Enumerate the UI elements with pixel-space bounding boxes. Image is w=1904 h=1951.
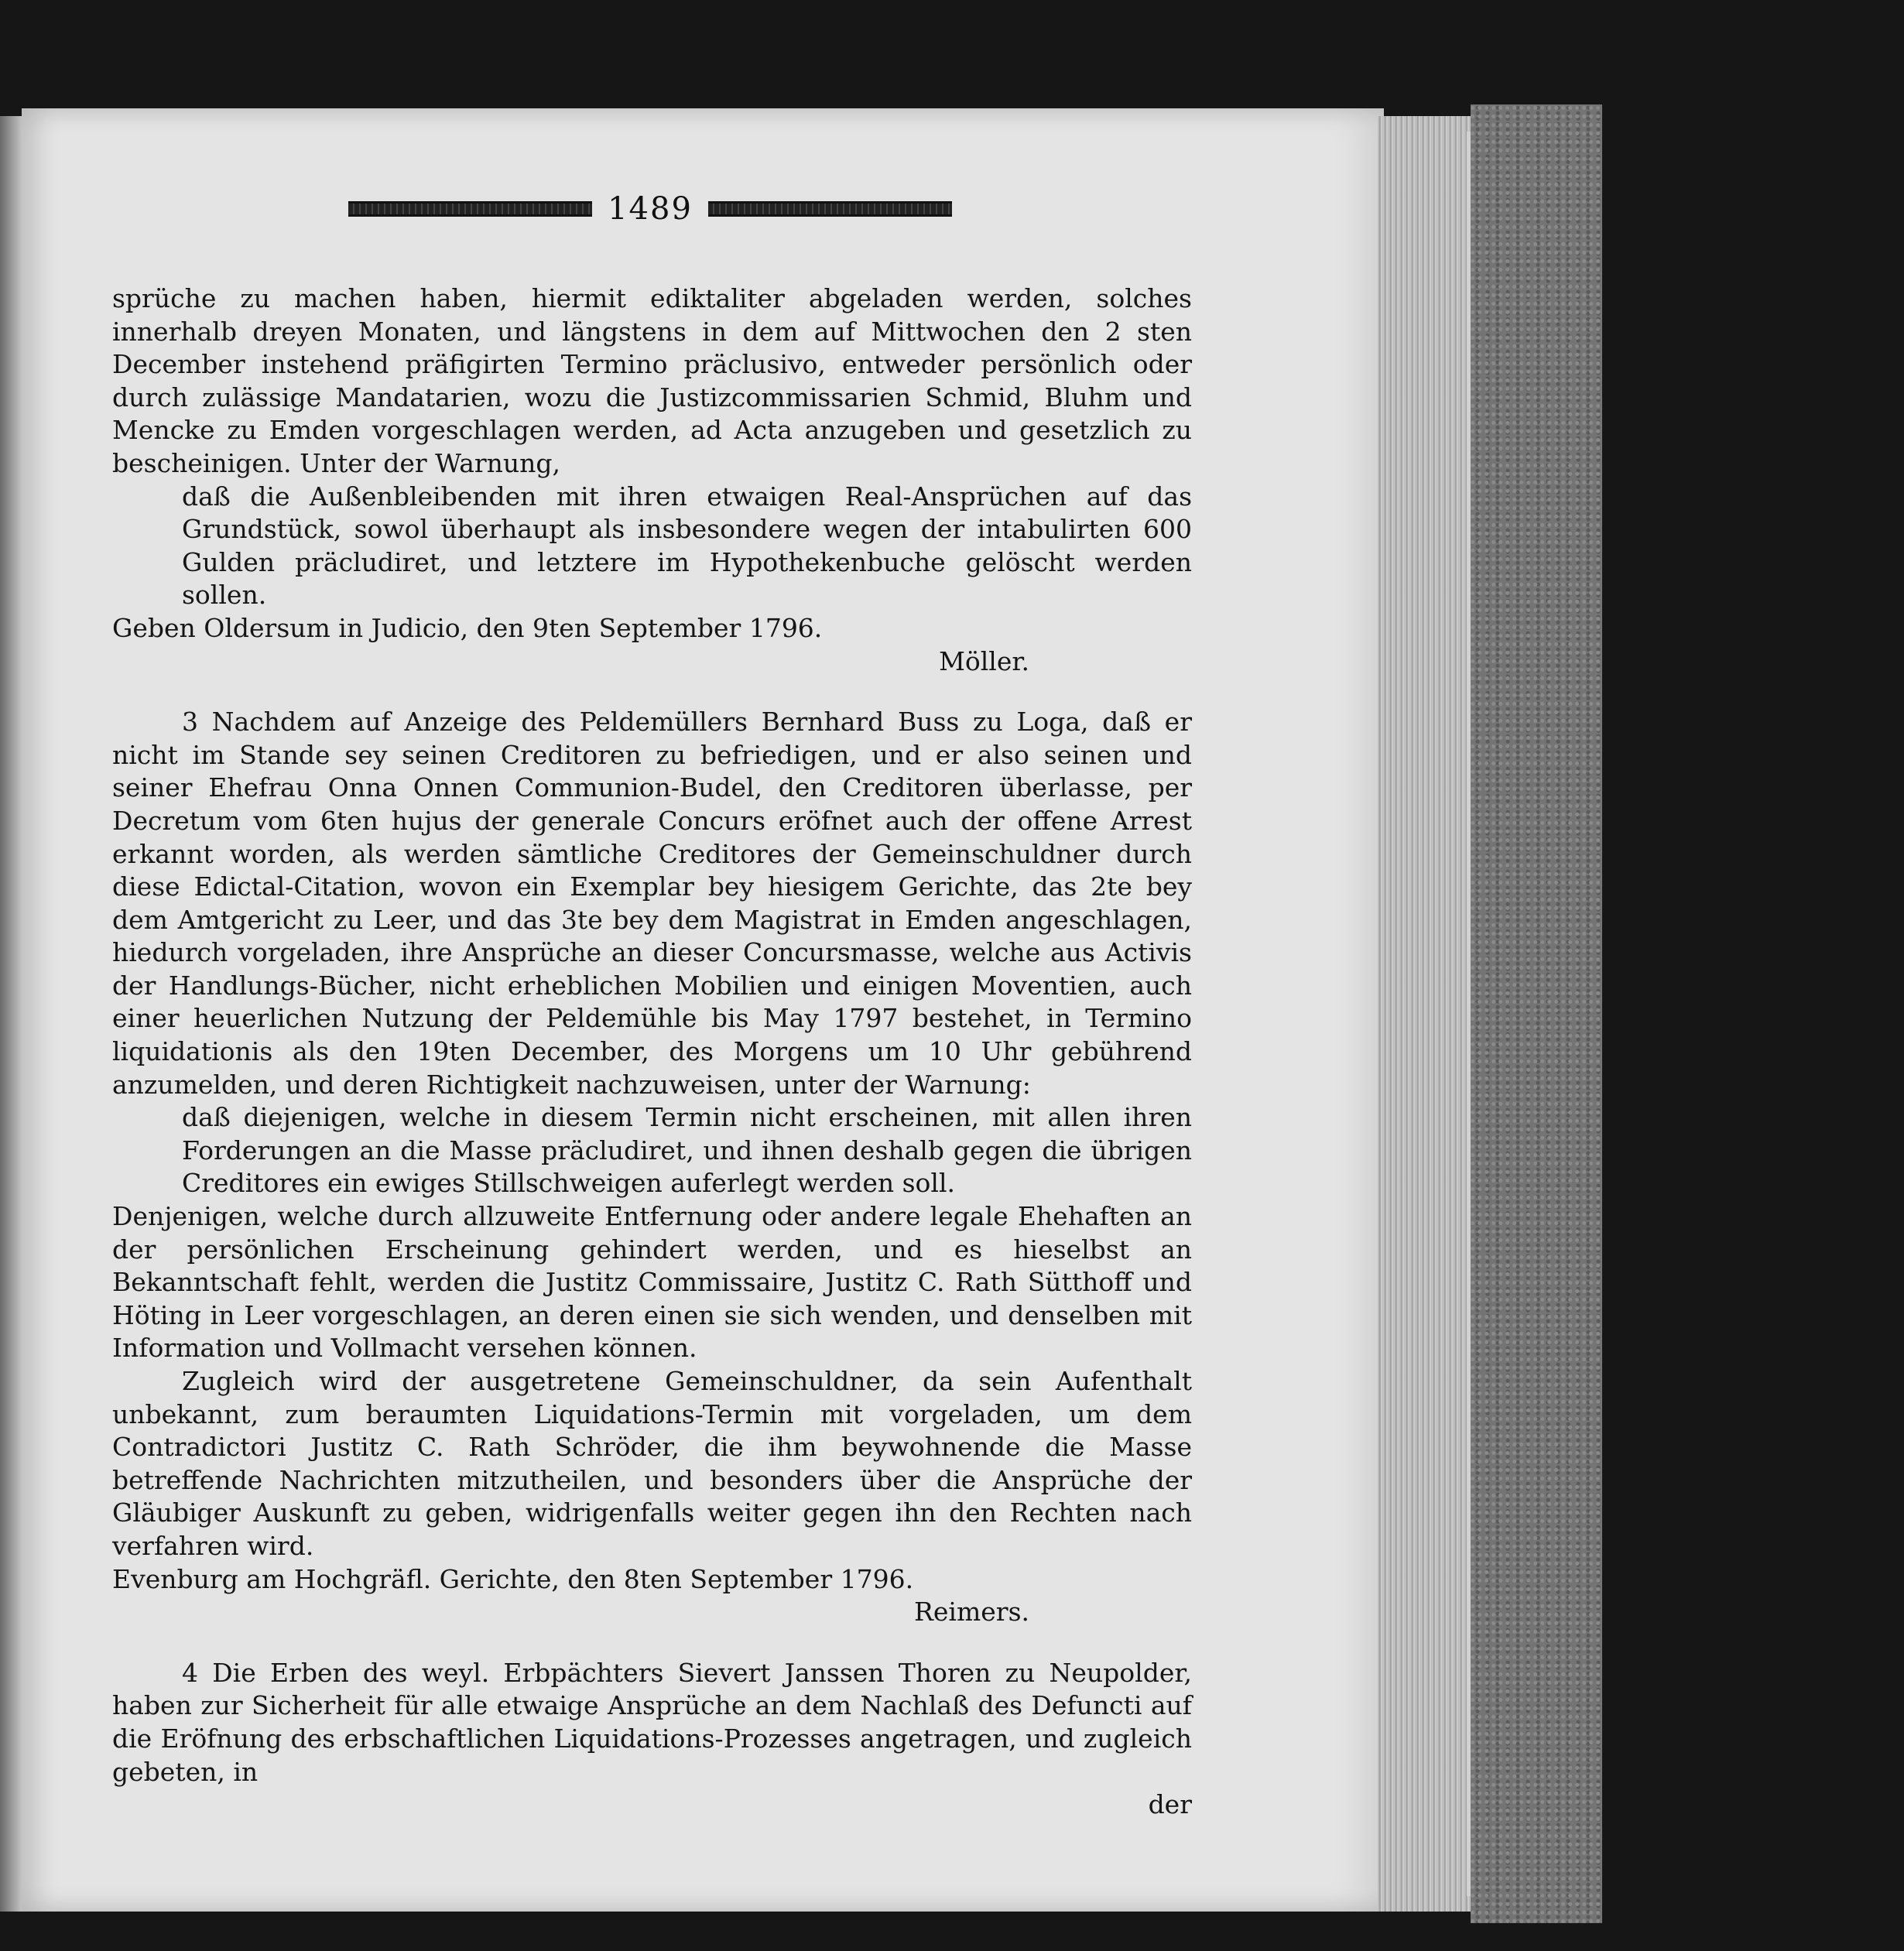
book-cover [1471, 104, 1602, 1923]
notice-2-signature: Möller. [939, 645, 1029, 676]
notice-3-paragraph: 3 Nachdem auf Anzeige des Peldemüllers Bernhard Buss zu Loga, daß er nicht im Stande sey seinen Creditoren zu befriedigen, und er also seinen und seiner Ehefrau Onna Onnen Communion-Budel, den Creditoren überlasse, per Decretum vom 6ten hujus der generale Concurs eröfnet auch der offene Arrest erkannt worden, als werden sämtliche Creditores der Gemeinschuldner durch diese Edictal-Citation, wovon ein Exemplar bey hiesigem Gerichte, das 2te bey dem Amtgericht zu Leer, und das 3te bey dem Magistrat in Emden angeschlagen, hiedurch vorgeladen, ihre Ansprüche an dieser Concursmasse, welche aus Activis der Handlungs-Bücher, nicht erheblichen Mobilien und einigen Moventien, auch einer heuerlichen Nutzung der Peldemühle bis May 1797 bestehet, in Termino liquidationis als den 19ten December, des Morgens um 10 Uhr gebührend anzumelden, und deren Richtigkeit nachzuweisen, unter der Warnung: [112, 707, 1192, 1100]
notice-3-debtor-summons: Zugleich wird der ausgetretene Gemeinschuldner, da sein Aufenthalt unbekannt, zum beraumten Liquidations-Termin mit vorgeladen, um dem Contradictori Justitz C. Rath Schröder, die ihm beywohnende die Masse betreffende Nachrichten mitzutheilen, und besonders über die Ansprüche der Gläubiger Auskunft zu geben, widrigenfalls weiter gegen ihn den Rechten nach verfahren wird. [112, 1366, 1192, 1561]
page-header [333, 190, 967, 228]
notice-3-signature: Reimers. [914, 1597, 1029, 1628]
page-number: 1489 [608, 191, 693, 227]
notice-3-warning: daß diejenigen, welche in diesem Termin nicht erscheinen, mit allen ihren Forderungen an die Masse präcludiret, und ihnen deshalb gegen die übrigen Creditores ein ewiges Stillschweigen auferlegt werden soll. [182, 1102, 1192, 1199]
catchword: der [1148, 1789, 1192, 1820]
notice-2-dateline: Geben Oldersum in Judicio, den 9ten September 1796. [112, 612, 823, 643]
page-stack-edges [1378, 116, 1471, 1912]
notice-4-paragraph: 4 Die Erben des weyl. Erbpächters Sievert Janssen Thoren zu Neupolder, haben zur Sicherheit für alle etwaige Ansprüche an dem Nachlaß des Defuncti auf die Eröfnung des erbschaftlichen Liquidations-Prozesses angetragen, und zugleich gebeten, in [112, 1657, 1192, 1787]
notice-2-paragraph: sprüche zu machen haben, hiermit ediktaliter abgeladen werden, solches innerhalb dreyen Monaten, und längstens in dem auf Mittwochen den 2 sten December instehend präfigirten Termino präclusivo, entweder persönlich oder durch zulässige Mandatarien, wozu die Justizcommissarien Schmid, Bluhm und Mencke zu Emden vorgeschlagen werden, ad Acta anzugeben und gesetzlich zu bescheinigen. Unter der Warnung, [112, 283, 1192, 478]
header-rule-left [348, 201, 592, 217]
notice-2-warning: daß die Außenbleibenden mit ihren etwaigen Real-Ansprüchen auf das Grundstück, sowol überhaupt als insbesondere wegen der intabulirten 600 Gulden präcludiret, und letztere im Hypothekenbuche gelöscht werden sollen. [182, 481, 1192, 611]
notice-3-dateline: Evenburg am Hochgräfl. Gerichte, den 8ten September 1796. [112, 1563, 914, 1594]
adjacent-page-edge [0, 116, 23, 1912]
page-body [112, 282, 1192, 1822]
header-rule-right [708, 201, 952, 217]
notice-3-commissaires: Denjenigen, welche durch allzuweite Entfernung oder andere legale Ehehaften an der persönlichen Erscheinung gehindert werden, und es hieselbst an Bekanntschaft fehlt, werden die Justitz Commissaire, Justitz C. Rath Sütthoff und Höting in Leer vorgeschlagen, an deren einen sie sich wenden, und denselben mit Information und Vollmacht versehen können. [112, 1201, 1192, 1364]
